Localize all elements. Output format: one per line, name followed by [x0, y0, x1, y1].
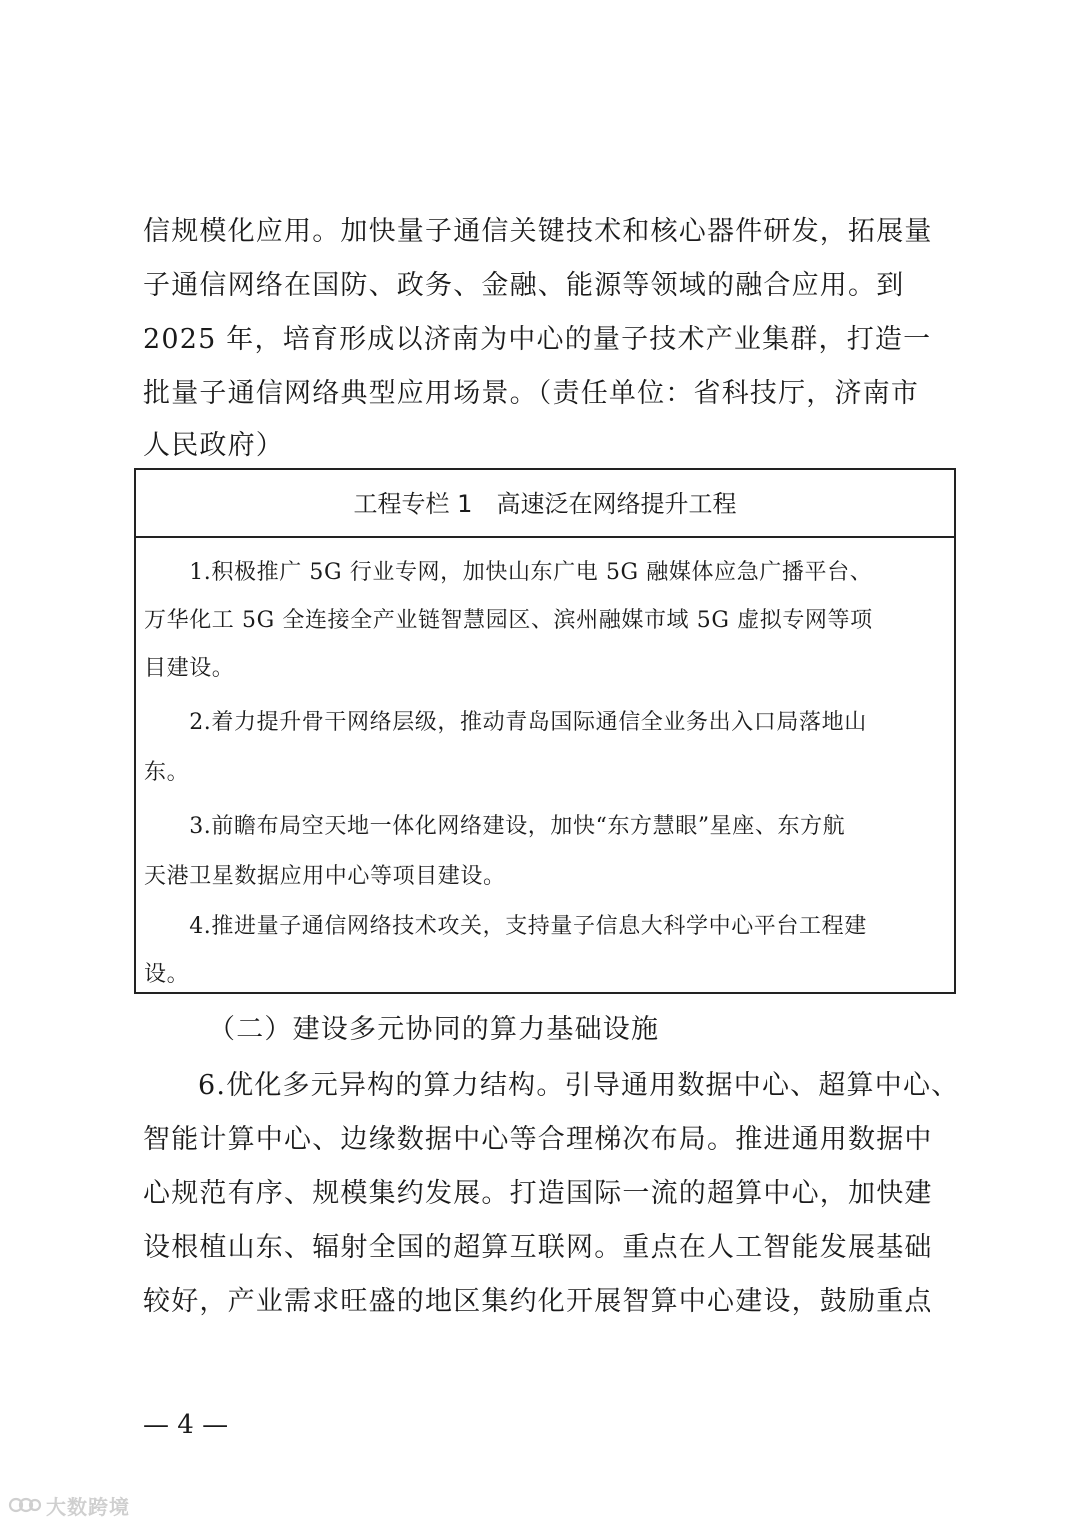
box-text-line: 1.积极推广 5G 行业专网，加快山东广电 5G 融媒体应急广播平台、 [144, 560, 873, 585]
watermark-logo-icon [8, 1494, 42, 1516]
project-column-title: 工程专栏 1 高速泛在网络提升工程 [136, 470, 954, 538]
text-line: 心规范有序、规模集约发展。打造国际一流的超算中心，加快建 [143, 1178, 933, 1209]
page-number: — 4 — [143, 1410, 229, 1440]
text-line: 设根植山东、辐射全国的超算互联网。重点在人工智能发展基础 [143, 1232, 933, 1263]
text-line: 子通信网络在国防、政务、金融、能源等领域的融合应用。到 [143, 270, 905, 301]
box-text-line: 万华化工 5G 全连接全产业链智慧园区、滨州融媒市域 5G 虚拟专网等项 [144, 608, 873, 633]
box-text-line: 设。 [144, 962, 190, 987]
box-text-line: 目建设。 [144, 656, 235, 681]
text-line: 智能计算中心、边缘数据中心等合理梯次布局。推进通用数据中 [143, 1124, 933, 1155]
project-column-box [134, 468, 956, 994]
box-text-line: 4.推进量子通信网络技术攻关，支持量子信息大科学中心平台工程建 [144, 914, 867, 939]
watermark [8, 1490, 130, 1520]
text-line: 人民政府） [143, 430, 284, 461]
text-line: 6.优化多元异构的算力结构。引导通用数据中心、超算中心、 [198, 1070, 960, 1101]
text-line: 较好，产业需求旺盛的地区集约化开展智算中心建设，鼓励重点 [143, 1286, 933, 1317]
text-line: 批量子通信网络典型应用场景。（责任单位：省科技厅，济南市 [143, 378, 920, 409]
watermark-text: 大数跨境 [46, 1494, 130, 1519]
text-line: 2025 年，培育形成以济南为中心的量子技术产业集群，打造一 [143, 324, 932, 355]
section-heading: （二）建设多元协同的算力基础设施 [208, 1014, 660, 1045]
box-text-line: 东。 [144, 760, 190, 785]
text-line: 信规模化应用。加快量子通信关键技术和核心器件研发，拓展量 [143, 216, 933, 247]
box-text-line: 3.前瞻布局空天地一体化网络建设，加快“东方慧眼”星座、东方航 [144, 814, 846, 839]
box-text-line: 2.着力提升骨干网络层级，推动青岛国际通信全业务出入口局落地山 [144, 710, 867, 735]
box-text-line: 天港卫星数据应用中心等项目建设。 [144, 864, 506, 889]
